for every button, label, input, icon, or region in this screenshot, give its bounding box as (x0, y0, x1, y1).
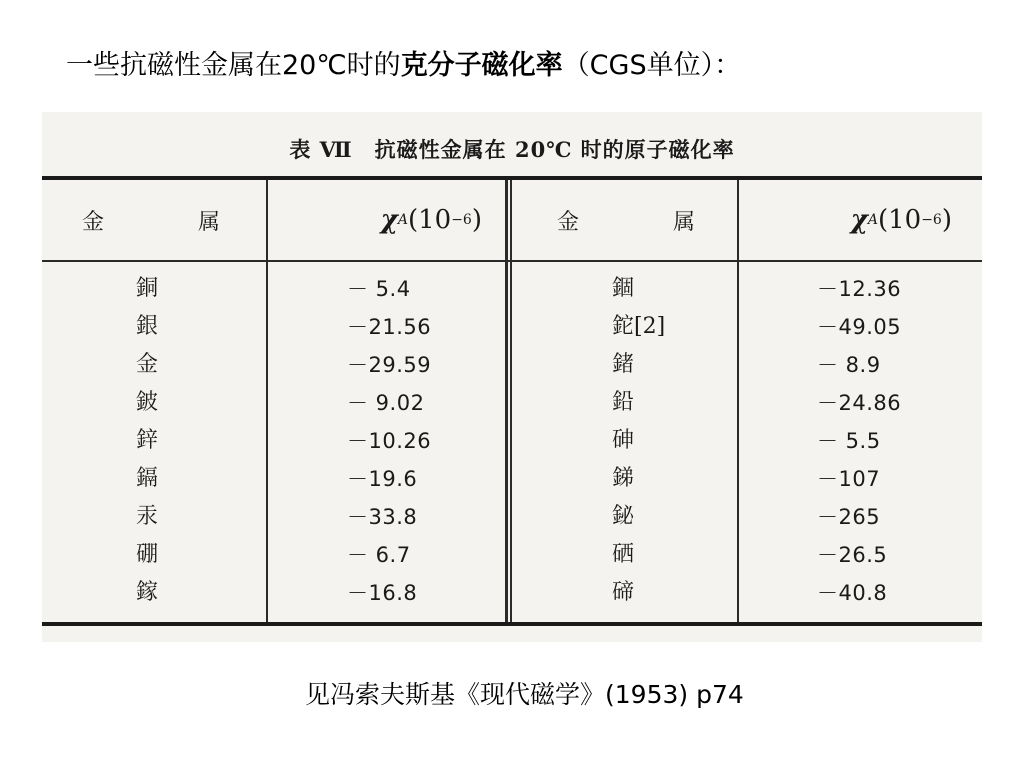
unit-open: (10 (407, 205, 452, 235)
column-divider (737, 180, 739, 622)
value-cell: －26.5 (817, 543, 888, 567)
title-bold-text: 克分子磁化率 (400, 50, 563, 81)
metal-cell: 銻 (612, 466, 635, 491)
metal-cell: 鉛 (612, 390, 635, 415)
metal-cell: 金 (136, 352, 159, 377)
unit-exponent: −6 (921, 212, 942, 228)
metal-cell: 錮 (612, 276, 635, 301)
metal-cell: 鋅 (136, 428, 159, 453)
value-cell: －29.59 (347, 353, 432, 377)
unit-open: (10 (877, 205, 922, 235)
right-value-column (817, 270, 901, 612)
value-cell: － 9.02 (347, 391, 425, 415)
metal-cell: 鉍 (612, 504, 635, 529)
metal-cell: 鍺 (612, 352, 635, 377)
unit-exponent: −6 (451, 212, 472, 228)
header-metal-char-1: 金 (82, 209, 107, 235)
value-cell: －10.26 (347, 429, 432, 453)
metal-cell: 汞 (136, 504, 159, 529)
header-metal-char-2: 属 (197, 209, 222, 235)
value-cell: －40.8 (817, 581, 888, 605)
table-caption: 表 Ⅶ 抗磁性金属在 20℃ 时的原子磁化率 (289, 137, 735, 162)
value-cell: －12.36 (817, 277, 902, 301)
metal-cell: 硼 (136, 542, 159, 567)
value-cell: －107 (817, 467, 881, 491)
value-cell: － 8.9 (817, 353, 881, 377)
metal-cell: 鉈[2] (612, 314, 666, 339)
header-metal-left (82, 180, 222, 260)
table-header-rule (42, 260, 982, 262)
chi-subscript: A (867, 212, 878, 228)
scanned-table (42, 112, 982, 642)
metal-cell: 砷 (612, 428, 635, 453)
unit-close: ) (941, 205, 952, 235)
unit-close: ) (471, 205, 482, 235)
value-cell: －49.05 (817, 315, 902, 339)
header-chi-left (282, 180, 482, 260)
chi-symbol: χ (380, 205, 398, 235)
right-metal-column (612, 270, 665, 612)
value-cell: －24.86 (817, 391, 902, 415)
left-metal-column (136, 270, 158, 612)
metal-cell: 鎘 (136, 466, 159, 491)
center-divider (505, 180, 508, 622)
value-cell: － 5.5 (817, 429, 881, 453)
column-divider (266, 180, 268, 622)
value-cell: － 5.4 (347, 277, 411, 301)
metal-cell: 碲 (612, 580, 635, 605)
chi-subscript: A (397, 212, 408, 228)
header-metal-right (557, 180, 697, 260)
left-value-column (347, 270, 431, 612)
value-cell: －21.56 (347, 315, 432, 339)
chi-symbol: χ (850, 205, 868, 235)
header-metal-char-2: 属 (672, 209, 697, 235)
header-metal-char-1: 金 (557, 209, 582, 235)
metal-cell: 銀 (136, 314, 159, 339)
title-normal-text: 一些抗磁性金属在20℃时的 (66, 50, 401, 81)
metal-cell: 硒 (612, 542, 635, 567)
metal-cell: 鎵 (136, 580, 159, 605)
value-cell: － 6.7 (347, 543, 411, 567)
value-cell: －16.8 (347, 581, 418, 605)
metal-cell: 鈹 (136, 390, 159, 415)
title-tail-text: （CGS单位）： (562, 50, 742, 81)
value-cell: －265 (817, 505, 881, 529)
metal-cell: 銅 (136, 276, 159, 301)
center-divider (510, 180, 512, 622)
value-cell: －19.6 (347, 467, 418, 491)
source-citation: 见冯索夫斯基《现代磁学》(1953) p74 (305, 680, 744, 709)
header-chi-right (752, 180, 952, 260)
table-bottom-rule (42, 622, 982, 626)
value-cell: －33.8 (347, 505, 418, 529)
slide-title (66, 46, 741, 86)
